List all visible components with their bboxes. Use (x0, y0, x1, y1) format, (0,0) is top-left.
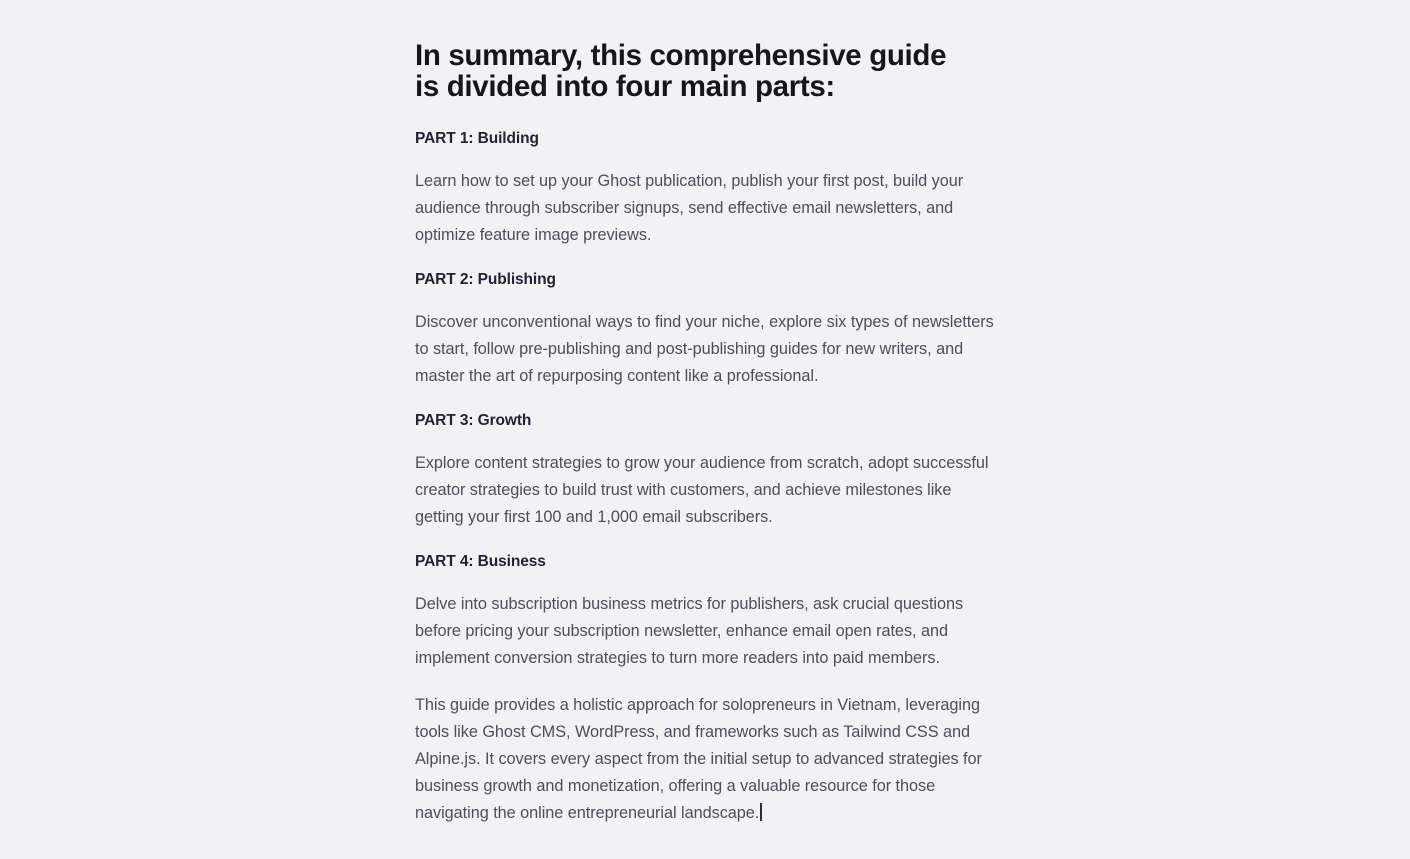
document-editor-body[interactable] (415, 0, 995, 847)
section-heading-part-1: PART 1: Building (415, 130, 539, 147)
section-body-part-1: Learn how to set up your Ghost publication, publish your first post, build your audience through subscriber signups, send effective email newsletters, and optimize feature image previews. (415, 172, 964, 244)
section-heading-part-3: PART 3: Growth (415, 412, 532, 429)
section-body-part-2: Discover unconventional ways to find your niche, explore six types of newsletters to start, follow pre-publishing and post-publishing guides for new writers, and master the art of repurposing content like a professional. (415, 313, 994, 385)
section-heading-part-2: PART 2: Publishing (415, 271, 556, 288)
document-title: In summary, this comprehensive guide is divided into four main parts: (415, 39, 947, 103)
section-body-part-3: Explore content strategies to grow your audience from scratch, adopt successful creator strategies to build trust with customers, and achieve milestones like getting your first 100 and 1,000 email subscribers. (415, 454, 989, 526)
text-cursor-caret (760, 803, 762, 821)
closing-paragraph-text: This guide provides a holistic approach for solopreneurs in Vietnam, leveraging tools like Ghost CMS, WordPress, and frameworks such as Tailwind CSS and Alpine.js. It covers every aspect from the initial setup to advanced strategies for business growth and monetization, offering a valuable resource for those navigating the online entrepreneurial landscape. (415, 696, 982, 822)
section-body-part-4: Delve into subscription business metrics for publishers, ask crucial questions before pricing your subscription newsletter, enhance email open rates, and implement conversion strategies to turn more readers into paid members. (415, 595, 964, 667)
section-heading-part-4: PART 4: Business (415, 553, 546, 570)
closing-paragraph (415, 692, 995, 827)
